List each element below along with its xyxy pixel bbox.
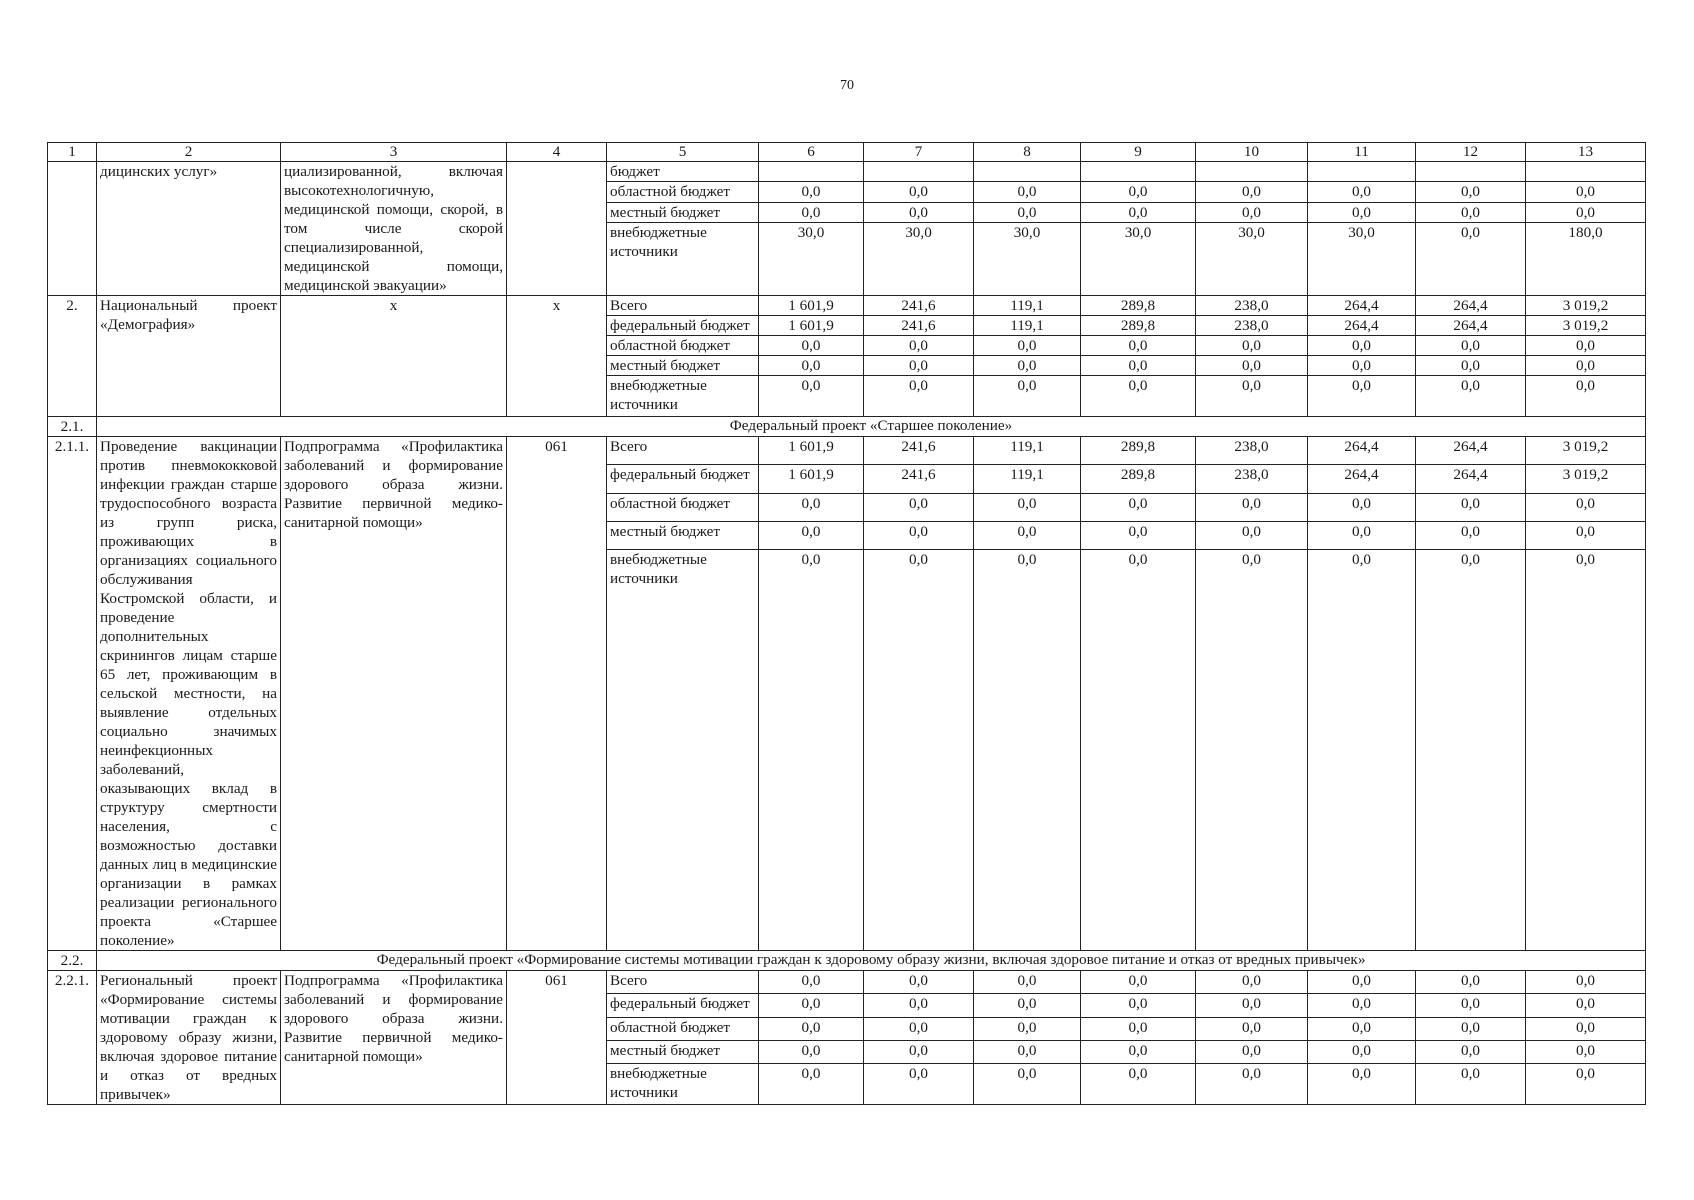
value-cell: 0,0 bbox=[1526, 336, 1646, 356]
col-header: 1 bbox=[48, 143, 97, 162]
value-cell: 0,0 bbox=[1416, 971, 1526, 994]
value-cell: 0,0 bbox=[1081, 1017, 1196, 1040]
value-cell: 0,0 bbox=[1196, 971, 1308, 994]
item-name: Региональный проект «Формирование системы мотивации граждан к здоровому образу жизни, включая здоровое питание и отказ от вредных привычек» bbox=[97, 971, 281, 1105]
value-cell: 0,0 bbox=[864, 493, 974, 521]
col-header: 4 bbox=[507, 143, 607, 162]
value-cell: 238,0 bbox=[1196, 465, 1308, 493]
value-cell: 264,4 bbox=[1416, 316, 1526, 336]
funding-source: федеральный бюджет bbox=[607, 994, 759, 1017]
value-cell: 0,0 bbox=[1308, 356, 1416, 376]
value-cell: 0,0 bbox=[1416, 182, 1526, 202]
value-cell: 1 601,9 bbox=[759, 437, 864, 465]
value-cell bbox=[1526, 162, 1646, 182]
value-cell: 30,0 bbox=[974, 223, 1081, 296]
value-cell: 0,0 bbox=[974, 550, 1081, 951]
item-number: 2.1.1. bbox=[48, 437, 97, 951]
value-cell: 0,0 bbox=[1081, 1040, 1196, 1063]
value-cell: 0,0 bbox=[1196, 376, 1308, 417]
value-cell: 0,0 bbox=[759, 550, 864, 951]
value-cell: 3 019,2 bbox=[1526, 437, 1646, 465]
value-cell: 0,0 bbox=[1526, 994, 1646, 1017]
value-cell: 0,0 bbox=[1526, 356, 1646, 376]
col-header: 11 bbox=[1308, 143, 1416, 162]
program-cell: х bbox=[281, 296, 507, 417]
value-cell: 30,0 bbox=[1081, 223, 1196, 296]
value-cell: 0,0 bbox=[1196, 182, 1308, 202]
budget-row bbox=[48, 437, 1646, 465]
value-cell: 0,0 bbox=[1416, 550, 1526, 951]
value-cell: 0,0 bbox=[1308, 376, 1416, 417]
col-header: 8 bbox=[974, 143, 1081, 162]
value-cell: 1 601,9 bbox=[759, 316, 864, 336]
value-cell: 0,0 bbox=[864, 356, 974, 376]
item-number: 2.2.1. bbox=[48, 971, 97, 1105]
value-cell: 0,0 bbox=[864, 1064, 974, 1105]
value-cell: 0,0 bbox=[1081, 971, 1196, 994]
value-cell: 0,0 bbox=[864, 376, 974, 417]
funding-source: местный бюджет bbox=[607, 521, 759, 549]
item-name: Проведение вакцинации против пневмококковой инфекции граждан старше трудоспособного возраста из групп риска, проживающих в организациях социального обслуживания Костромской области, и проведение дополнительных скринингов лицам старше 65 лет, проживающим в сельской местности, на выявление отдельных социально значимых неинфекционных заболеваний, оказывающих вклад в структуру смертности населения, с возможностью доставки данных лиц в медицинские организации в рамках реализации регионального проекта «Старшее поколение» bbox=[97, 437, 281, 951]
value-cell: 264,4 bbox=[1308, 296, 1416, 316]
value-cell: 0,0 bbox=[974, 182, 1081, 202]
section-row-2-1 bbox=[48, 417, 1646, 437]
col-header: 2 bbox=[97, 143, 281, 162]
section-number: 2.2. bbox=[48, 951, 97, 971]
value-cell: 264,4 bbox=[1416, 437, 1526, 465]
value-cell: 180,0 bbox=[1526, 223, 1646, 296]
value-cell: 238,0 bbox=[1196, 296, 1308, 316]
value-cell: 0,0 bbox=[1526, 1040, 1646, 1063]
value-cell: 0,0 bbox=[974, 493, 1081, 521]
value-cell: 0,0 bbox=[1081, 493, 1196, 521]
value-cell: 0,0 bbox=[974, 336, 1081, 356]
value-cell: 3 019,2 bbox=[1526, 296, 1646, 316]
value-cell: 289,8 bbox=[1081, 296, 1196, 316]
funding-source: внебюджетные источники bbox=[607, 1064, 759, 1105]
value-cell: 0,0 bbox=[1526, 521, 1646, 549]
col-header: 6 bbox=[759, 143, 864, 162]
col-header: 7 bbox=[864, 143, 974, 162]
value-cell: 0,0 bbox=[1526, 971, 1646, 994]
value-cell: 0,0 bbox=[1526, 1017, 1646, 1040]
item-name: Национальный проект «Демография» bbox=[97, 296, 281, 417]
value-cell: 0,0 bbox=[1308, 202, 1416, 222]
funding-source: областной бюджет bbox=[607, 182, 759, 202]
value-cell: 0,0 bbox=[1526, 376, 1646, 417]
value-cell: 0,0 bbox=[759, 971, 864, 994]
funding-source: внебюджетные источники bbox=[607, 376, 759, 417]
value-cell bbox=[1416, 162, 1526, 182]
value-cell: 119,1 bbox=[974, 296, 1081, 316]
value-cell: 0,0 bbox=[1196, 336, 1308, 356]
value-cell: 0,0 bbox=[1416, 376, 1526, 417]
code-cell: 061 bbox=[507, 437, 607, 951]
funding-source: федеральный бюджет bbox=[607, 316, 759, 336]
value-cell: 0,0 bbox=[1196, 994, 1308, 1017]
value-cell: 3 019,2 bbox=[1526, 316, 1646, 336]
funding-source: Всего bbox=[607, 437, 759, 465]
value-cell: 0,0 bbox=[759, 182, 864, 202]
program-cell: Подпрограмма «Профилактика заболеваний и формирование здорового образа жизни. Развитие первичной медико-санитарной помощи» bbox=[281, 437, 507, 951]
column-number-header bbox=[48, 143, 1646, 162]
value-cell: 0,0 bbox=[1416, 202, 1526, 222]
value-cell: 0,0 bbox=[1526, 550, 1646, 951]
value-cell: 0,0 bbox=[1308, 336, 1416, 356]
value-cell: 264,4 bbox=[1308, 437, 1416, 465]
funding-source: местный бюджет bbox=[607, 1040, 759, 1063]
value-cell: 0,0 bbox=[1308, 971, 1416, 994]
value-cell: 0,0 bbox=[974, 1064, 1081, 1105]
item-number: 2. bbox=[48, 296, 97, 417]
value-cell: 30,0 bbox=[864, 223, 974, 296]
col-header: 13 bbox=[1526, 143, 1646, 162]
col-header: 5 bbox=[607, 143, 759, 162]
value-cell: 0,0 bbox=[864, 1017, 974, 1040]
value-cell: 0,0 bbox=[759, 493, 864, 521]
value-cell: 289,8 bbox=[1081, 316, 1196, 336]
value-cell: 0,0 bbox=[1416, 493, 1526, 521]
value-cell: 30,0 bbox=[1308, 223, 1416, 296]
value-cell: 0,0 bbox=[1081, 521, 1196, 549]
value-cell: 0,0 bbox=[759, 202, 864, 222]
value-cell: 0,0 bbox=[1416, 336, 1526, 356]
funding-source: внебюджетные источники bbox=[607, 223, 759, 296]
col-header: 12 bbox=[1416, 143, 1526, 162]
value-cell: 0,0 bbox=[1081, 994, 1196, 1017]
value-cell: 0,0 bbox=[759, 356, 864, 376]
value-cell bbox=[864, 162, 974, 182]
value-cell: 0,0 bbox=[759, 376, 864, 417]
value-cell: 0,0 bbox=[1081, 356, 1196, 376]
value-cell: 0,0 bbox=[1081, 550, 1196, 951]
value-cell: 0,0 bbox=[864, 971, 974, 994]
value-cell: 0,0 bbox=[1526, 1064, 1646, 1105]
funding-source: областной бюджет bbox=[607, 336, 759, 356]
value-cell: 0,0 bbox=[1416, 356, 1526, 376]
value-cell: 264,4 bbox=[1308, 465, 1416, 493]
code-cell: 061 bbox=[507, 971, 607, 1105]
value-cell: 241,6 bbox=[864, 296, 974, 316]
value-cell: 241,6 bbox=[864, 437, 974, 465]
value-cell: 0,0 bbox=[1196, 1040, 1308, 1063]
value-cell: 264,4 bbox=[1416, 465, 1526, 493]
value-cell: 0,0 bbox=[974, 356, 1081, 376]
section-number: 2.1. bbox=[48, 417, 97, 437]
section-row-2-2 bbox=[48, 951, 1646, 971]
program-cell: Подпрограмма «Профилактика заболеваний и формирование здорового образа жизни. Развитие первичной медико-санитарной помощи» bbox=[281, 971, 507, 1105]
value-cell: 238,0 bbox=[1196, 437, 1308, 465]
value-cell: 0,0 bbox=[1081, 1064, 1196, 1105]
value-cell: 1 601,9 bbox=[759, 465, 864, 493]
value-cell bbox=[759, 162, 864, 182]
value-cell: 0,0 bbox=[974, 971, 1081, 994]
value-cell: 0,0 bbox=[1526, 493, 1646, 521]
value-cell: 0,0 bbox=[759, 1040, 864, 1063]
budget-row bbox=[48, 296, 1646, 316]
value-cell: 0,0 bbox=[1308, 994, 1416, 1017]
value-cell: 0,0 bbox=[1196, 550, 1308, 951]
section-title: Федеральный проект «Старшее поколение» bbox=[97, 417, 1646, 437]
funding-source: внебюджетные источники bbox=[607, 550, 759, 951]
code-cell: х bbox=[507, 296, 607, 417]
funding-source: бюджет bbox=[607, 162, 759, 182]
col-header: 9 bbox=[1081, 143, 1196, 162]
value-cell bbox=[1081, 162, 1196, 182]
item-name: дицинских услуг» bbox=[97, 162, 281, 296]
value-cell: 0,0 bbox=[1308, 493, 1416, 521]
value-cell: 0,0 bbox=[1081, 202, 1196, 222]
funding-source: федеральный бюджет bbox=[607, 465, 759, 493]
value-cell: 30,0 bbox=[1196, 223, 1308, 296]
program-cell: циализированной, включая высокотехнологичную, медицинской помощи, скорой, в том числе скорой специализированной, медицинской помощи, медицинской эвакуации» bbox=[281, 162, 507, 296]
value-cell: 0,0 bbox=[1416, 994, 1526, 1017]
value-cell: 0,0 bbox=[864, 521, 974, 549]
value-cell: 0,0 bbox=[1196, 356, 1308, 376]
value-cell: 241,6 bbox=[864, 465, 974, 493]
budget-row bbox=[48, 162, 1646, 182]
budget-table bbox=[47, 142, 1646, 1105]
item-number bbox=[48, 162, 97, 296]
col-header: 3 bbox=[281, 143, 507, 162]
value-cell: 0,0 bbox=[759, 1017, 864, 1040]
value-cell: 0,0 bbox=[864, 1040, 974, 1063]
value-cell: 0,0 bbox=[1526, 182, 1646, 202]
value-cell: 0,0 bbox=[1308, 521, 1416, 549]
page-number: 70 bbox=[840, 78, 854, 93]
value-cell: 0,0 bbox=[1081, 336, 1196, 356]
value-cell bbox=[1196, 162, 1308, 182]
funding-source: Всего bbox=[607, 296, 759, 316]
value-cell: 0,0 bbox=[864, 182, 974, 202]
value-cell bbox=[1308, 162, 1416, 182]
value-cell: 0,0 bbox=[1196, 521, 1308, 549]
code-cell bbox=[507, 162, 607, 296]
value-cell: 241,6 bbox=[864, 316, 974, 336]
value-cell: 0,0 bbox=[1308, 550, 1416, 951]
value-cell: 289,8 bbox=[1081, 437, 1196, 465]
value-cell: 0,0 bbox=[864, 202, 974, 222]
funding-source: областной бюджет bbox=[607, 493, 759, 521]
value-cell: 0,0 bbox=[974, 521, 1081, 549]
value-cell: 0,0 bbox=[1416, 1017, 1526, 1040]
funding-source: местный бюджет bbox=[607, 356, 759, 376]
value-cell bbox=[974, 162, 1081, 182]
col-header: 10 bbox=[1196, 143, 1308, 162]
value-cell: 0,0 bbox=[1416, 1040, 1526, 1063]
value-cell: 0,0 bbox=[974, 202, 1081, 222]
value-cell: 0,0 bbox=[1416, 1064, 1526, 1105]
value-cell: 0,0 bbox=[1081, 376, 1196, 417]
value-cell: 0,0 bbox=[864, 994, 974, 1017]
section-title: Федеральный проект «Формирование системы мотивации граждан к здоровому образу жизни, включая здоровое питание и отказ от вредных привычек» bbox=[97, 951, 1646, 971]
value-cell: 0,0 bbox=[864, 336, 974, 356]
value-cell: 0,0 bbox=[974, 376, 1081, 417]
value-cell: 0,0 bbox=[1308, 1017, 1416, 1040]
value-cell: 3 019,2 bbox=[1526, 465, 1646, 493]
budget-row bbox=[48, 971, 1646, 994]
value-cell: 0,0 bbox=[1308, 182, 1416, 202]
value-cell: 238,0 bbox=[1196, 316, 1308, 336]
value-cell: 0,0 bbox=[864, 550, 974, 951]
value-cell: 119,1 bbox=[974, 437, 1081, 465]
value-cell: 0,0 bbox=[1196, 1017, 1308, 1040]
value-cell: 0,0 bbox=[1081, 182, 1196, 202]
value-cell: 0,0 bbox=[1416, 223, 1526, 296]
value-cell: 0,0 bbox=[1196, 202, 1308, 222]
value-cell: 0,0 bbox=[759, 1064, 864, 1105]
value-cell: 0,0 bbox=[759, 521, 864, 549]
value-cell: 264,4 bbox=[1416, 296, 1526, 316]
funding-source: местный бюджет bbox=[607, 202, 759, 222]
value-cell: 264,4 bbox=[1308, 316, 1416, 336]
value-cell: 0,0 bbox=[1196, 1064, 1308, 1105]
value-cell: 289,8 bbox=[1081, 465, 1196, 493]
value-cell: 0,0 bbox=[974, 1040, 1081, 1063]
value-cell: 0,0 bbox=[1526, 202, 1646, 222]
value-cell: 30,0 bbox=[759, 223, 864, 296]
value-cell: 0,0 bbox=[759, 994, 864, 1017]
value-cell: 119,1 bbox=[974, 465, 1081, 493]
value-cell: 0,0 bbox=[1416, 521, 1526, 549]
value-cell: 0,0 bbox=[974, 1017, 1081, 1040]
value-cell: 0,0 bbox=[759, 336, 864, 356]
funding-source: областной бюджет bbox=[607, 1017, 759, 1040]
value-cell: 1 601,9 bbox=[759, 296, 864, 316]
value-cell: 0,0 bbox=[974, 994, 1081, 1017]
funding-source: Всего bbox=[607, 971, 759, 994]
value-cell: 0,0 bbox=[1196, 493, 1308, 521]
value-cell: 0,0 bbox=[1308, 1040, 1416, 1063]
value-cell: 119,1 bbox=[974, 316, 1081, 336]
value-cell: 0,0 bbox=[1308, 1064, 1416, 1105]
